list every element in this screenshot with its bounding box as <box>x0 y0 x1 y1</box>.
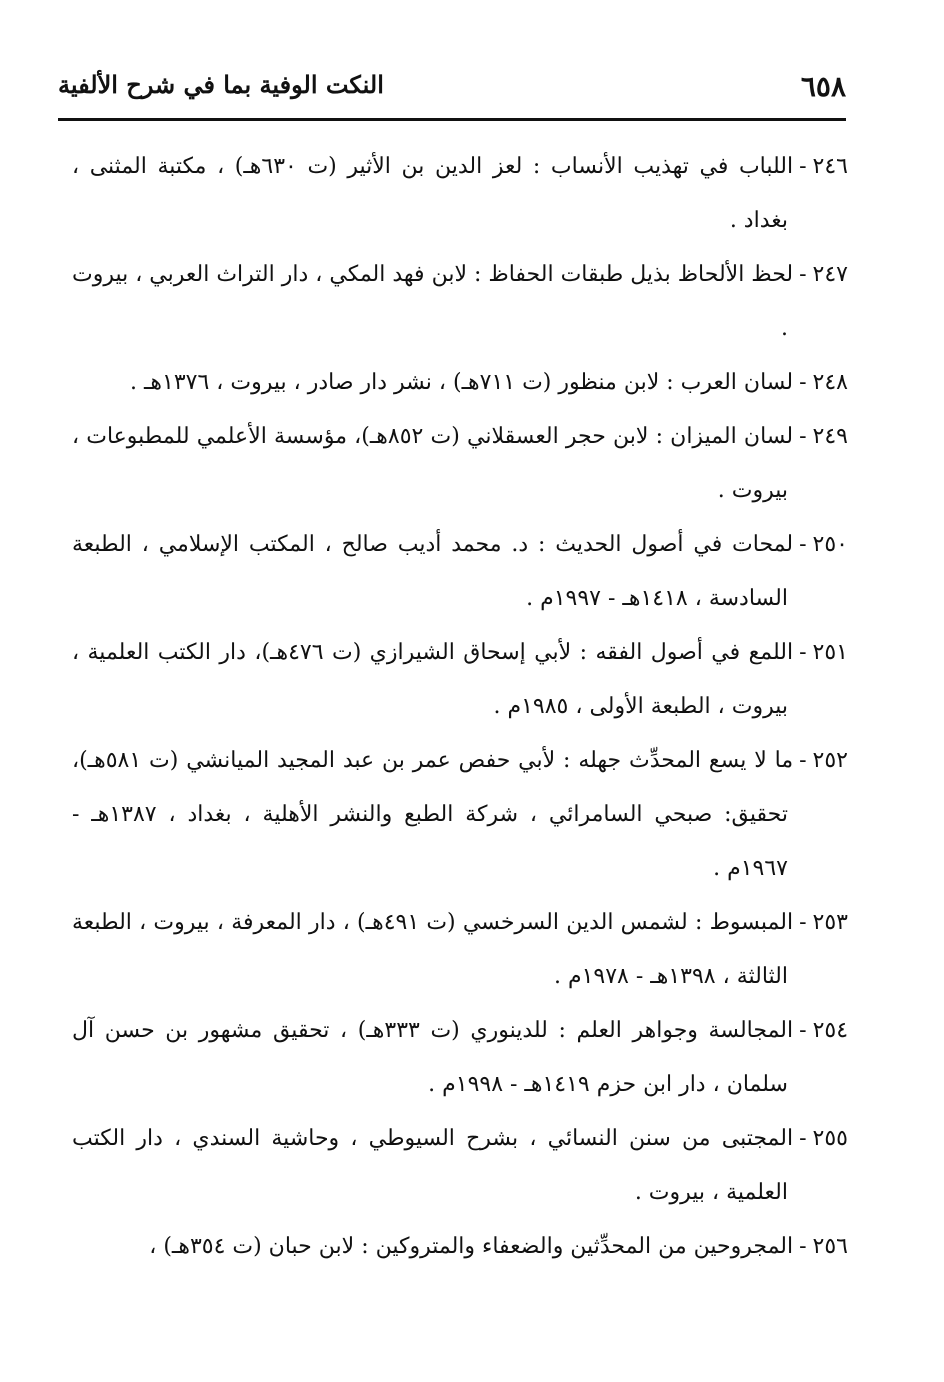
bibliography-entry-254: ٢٥٤-المجالسة وجواهر العلم : للدينوري (ت ٣٣٣هـ) ، تحقيق مشهور بن حسن آل سلمان ، دار ابن حزم ١٤١٩هـ - ١٩٩٨م . <box>72 1018 849 1097</box>
entry-text: لمحات في أصول الحديث : د. محمد أديب صالح ، المكتب الإسلامي ، الطبعة السادسة ، ١٤١٨هـ - ١٩٩٧م . <box>72 532 794 611</box>
entry-text: المجروحين من المحدِّثين والضعفاء والمتروكين : لابن حبان (ت ٣٥٤هـ) ، <box>149 1234 794 1259</box>
entry-text: المبسوط : لشمس الدين السرخسي (ت ٤٩١هـ) ، دار المعرفة ، بيروت ، الطبعة الثالثة ، ١٣٩٨هـ - ١٩٧٨م . <box>72 910 794 989</box>
entry-text: المجتبى من سنن النسائي ، بشرح السيوطي ، وحاشية السندي ، دار الكتب العلمية ، بيروت . <box>72 1126 794 1205</box>
entry-number: ٢٤٩ <box>812 424 848 449</box>
bibliography-entry-249: ٢٤٩-لسان الميزان : لابن حجر العسقلاني (ت ٨٥٢هـ)، مؤسسة الأعلمي للمطبوعات ، بيروت . <box>72 424 848 503</box>
entry-number: ٢٥١ <box>812 640 848 665</box>
bibliography-entry-253: ٢٥٣-المبسوط : لشمس الدين السرخسي (ت ٤٩١هـ) ، دار المعرفة ، بيروت ، الطبعة الثالثة ، ١٣٩٨هـ - ١٩٧٨م . <box>72 910 848 989</box>
bibliography-list <box>72 140 848 1274</box>
bibliography-entry-250: ٢٥٠-لمحات في أصول الحديث : د. محمد أديب صالح ، المكتب الإسلامي ، الطبعة السادسة ، ١٤١٨هـ - ١٩٩٧م . <box>72 532 848 611</box>
entry-number: ٢٥٠ <box>812 532 848 557</box>
bibliography-entry-248: ٢٤٨-لسان العرب : لابن منظور (ت ٧١١هـ) ، نشر دار صادر ، بيروت ، ١٣٧٦هـ . <box>129 370 848 395</box>
entry-text: اللباب في تهذيب الأنساب : لعز الدين بن الأثير (ت ٦٣٠هـ) ، مكتبة المثنى ، بغداد . <box>72 154 794 233</box>
entry-number: ٢٥٣ <box>812 910 848 935</box>
entry-number: ٢٤٧ <box>812 262 848 287</box>
page-header <box>58 66 846 116</box>
entry-text: لسان الميزان : لابن حجر العسقلاني (ت ٨٥٢هـ)، مؤسسة الأعلمي للمطبوعات ، بيروت . <box>72 424 794 503</box>
header-rule <box>58 118 846 121</box>
entry-text: اللمع في أصول الفقه : لأبي إسحاق الشيرازي (ت ٤٧٦هـ)، دار الكتب العلمية ، بيروت ، الطبعة الأولى ، ١٩٨٥م . <box>72 640 794 719</box>
bibliography-entry-247: ٢٤٧-لحظ الألحاظ بذيل طبقات الحفاظ : لابن فهد المكي ، دار التراث العربي ، بيروت . <box>71 262 848 341</box>
entry-number: ٢٤٦ <box>812 154 848 179</box>
bibliography-entry-252: ٢٥٢-ما لا يسع المحدِّث جهله : لأبي حفص عمر بن عبد المجيد الميانشي (ت ٥٨١هـ)، تحقيق: صبحي السامرائي ، شركة الطبع والنشر الأهلية ، بغداد ، ١٣٨٧هـ - ١٩٦٧م . <box>72 748 848 881</box>
entry-number: ٢٥٥ <box>812 1126 848 1151</box>
bibliography-entry-251: ٢٥١-اللمع في أصول الفقه : لأبي إسحاق الشيرازي (ت ٤٧٦هـ)، دار الكتب العلمية ، بيروت ، الطبعة الأولى ، ١٩٨٥م . <box>72 640 848 719</box>
entry-number: ٢٥٢ <box>812 748 848 773</box>
entry-text: لسان العرب : لابن منظور (ت ٧١١هـ) ، نشر دار صادر ، بيروت ، ١٣٧٦هـ . <box>129 370 794 395</box>
entry-number: ٢٥٦ <box>812 1234 848 1259</box>
entry-number: ٢٤٨ <box>812 370 848 395</box>
bibliography-entry-255: ٢٥٥-المجتبى من سنن النسائي ، بشرح السيوطي ، وحاشية السندي ، دار الكتب العلمية ، بيروت . <box>72 1126 848 1205</box>
entry-number: ٢٥٤ <box>812 1018 849 1043</box>
page-number: ٦٥٨ <box>800 70 846 103</box>
entry-text: ما لا يسع المحدِّث جهله : لأبي حفص عمر بن عبد المجيد الميانشي (ت ٥٨١هـ)، تحقيق: صبحي السامرائي ، شركة الطبع والنشر الأهلية ، بغداد ، ١٣٨٧هـ - ١٩٦٧م . <box>72 748 794 881</box>
bibliography-entry-246: ٢٤٦-اللباب في تهذيب الأنساب : لعز الدين بن الأثير (ت ٦٣٠هـ) ، مكتبة المثنى ، بغداد . <box>72 154 848 233</box>
entry-text: المجالسة وجواهر العلم : للدينوري (ت ٣٣٣هـ) ، تحقيق مشهور بن حسن آل سلمان ، دار ابن حزم ١٤١٩هـ - ١٩٩٨م . <box>72 1018 794 1097</box>
entry-text: لحظ الألحاظ بذيل طبقات الحفاظ : لابن فهد المكي ، دار التراث العربي ، بيروت . <box>71 262 794 341</box>
running-title: النكت الوفية بما في شرح الألفية <box>58 70 384 99</box>
bibliography-entry-256: ٢٥٦-المجروحين من المحدِّثين والضعفاء والمتروكين : لابن حبان (ت ٣٥٤هـ) ، <box>149 1234 848 1259</box>
